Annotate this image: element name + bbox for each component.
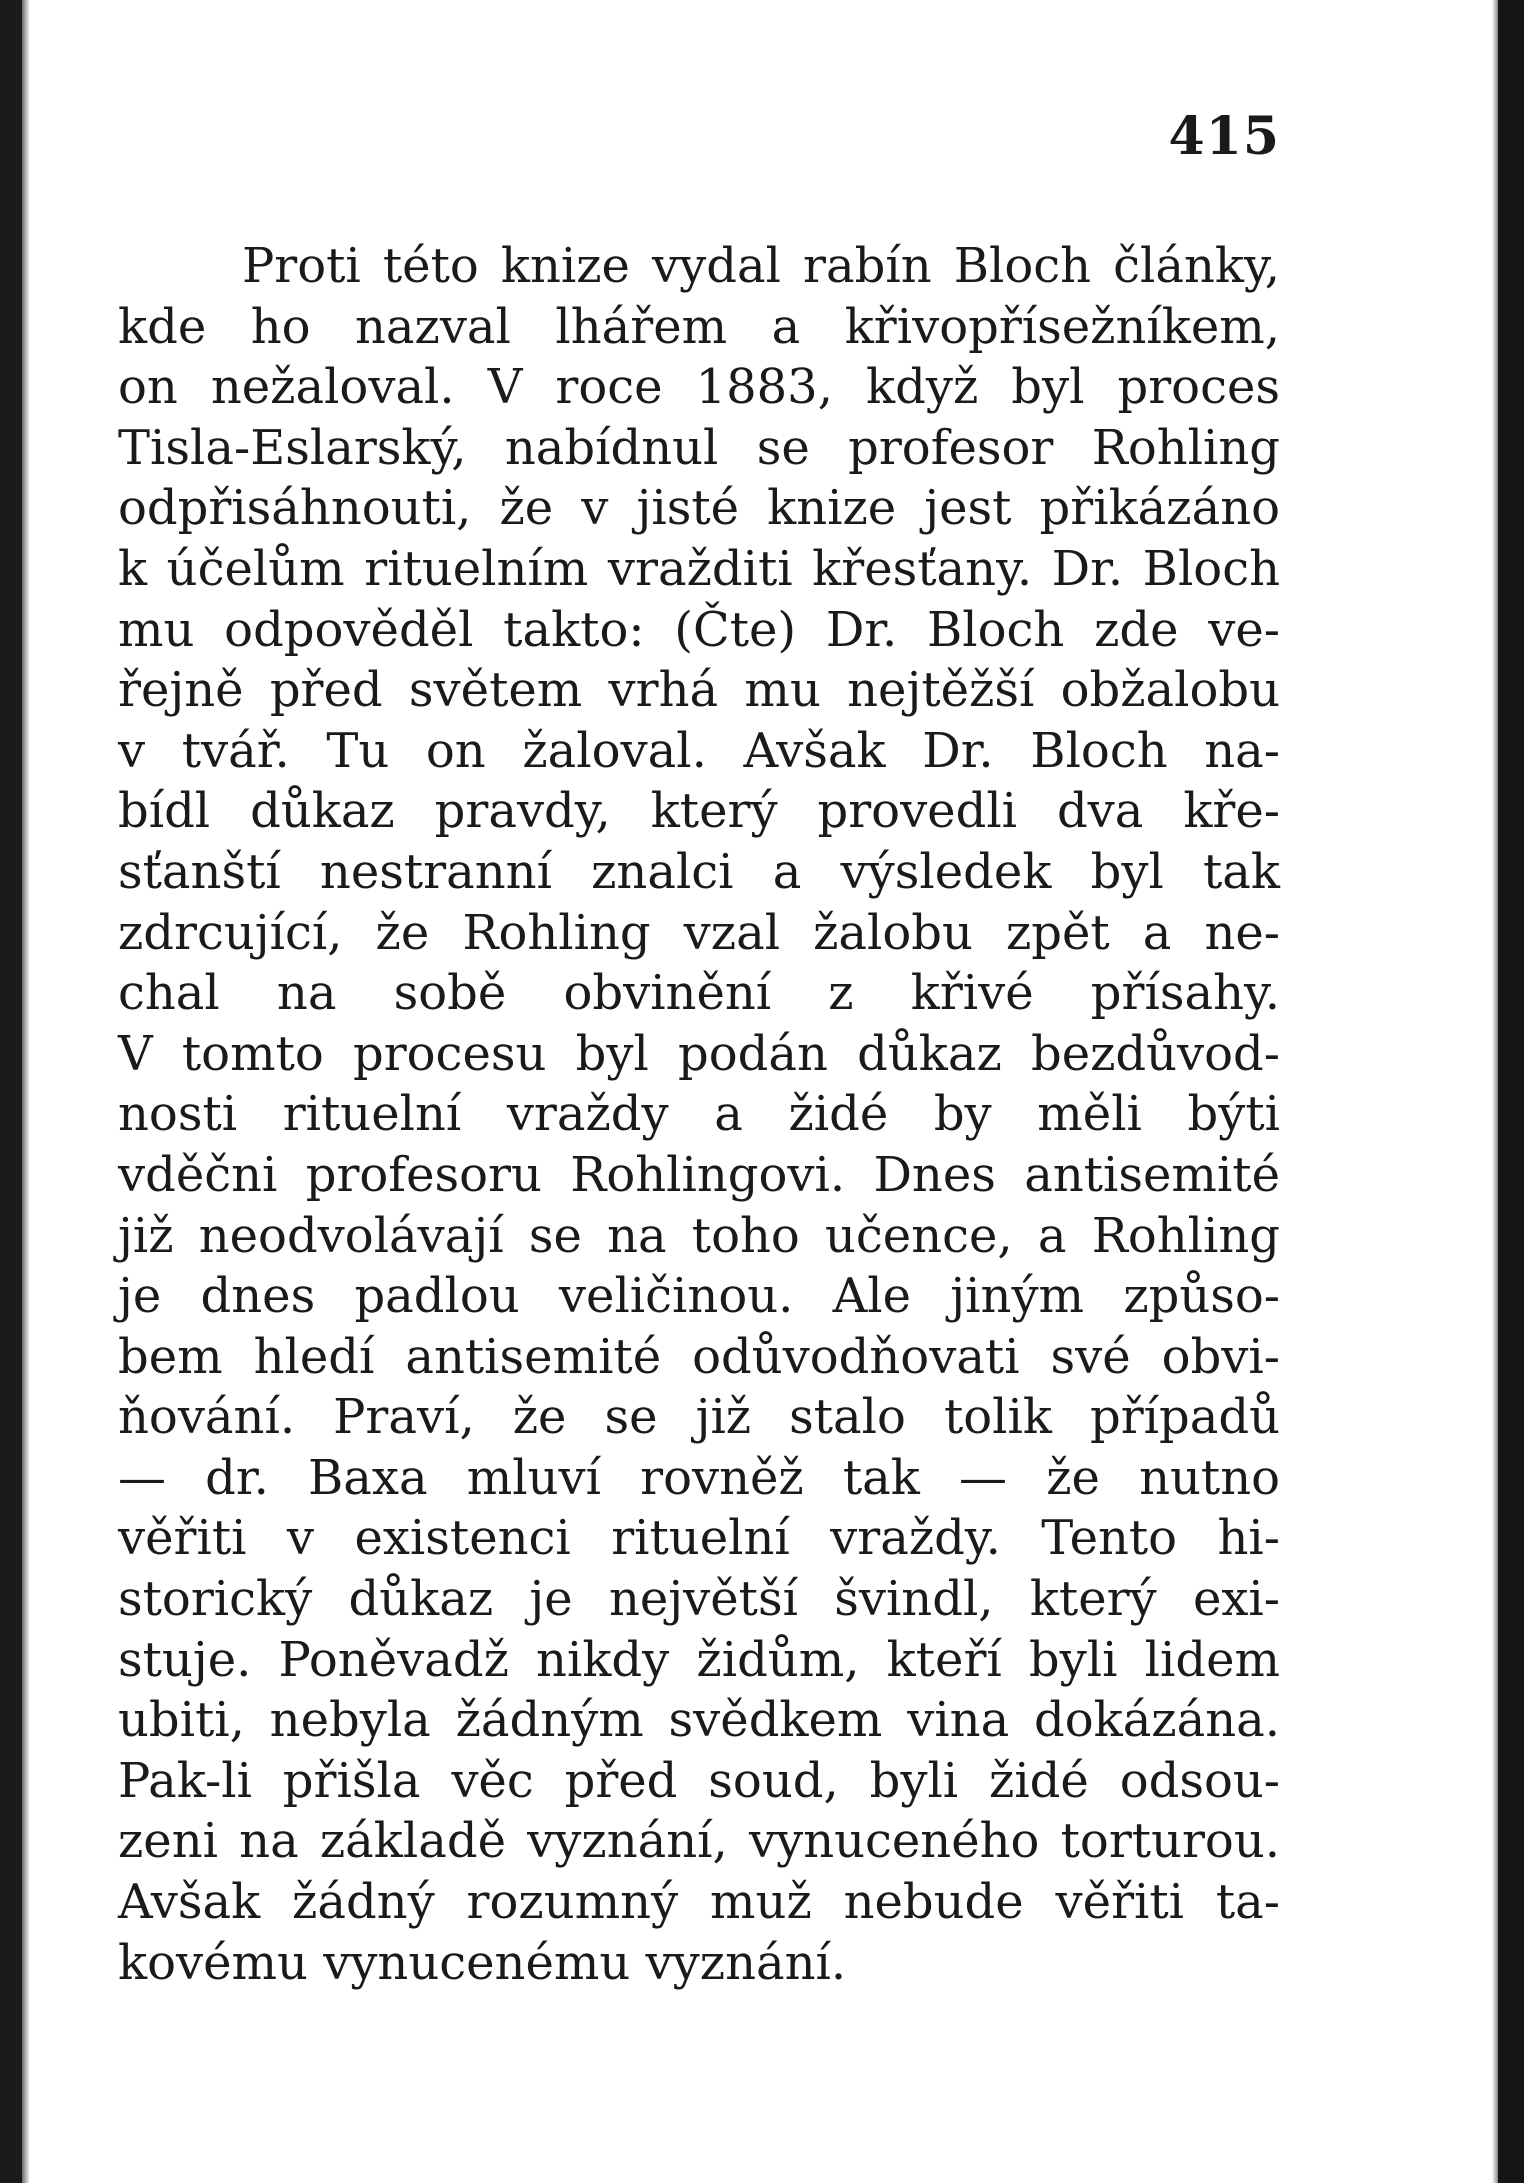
text-line: řejně před světem vrhá mu nejtěžší obžalobu [118,662,1280,719]
scan-border-right [1498,0,1524,2183]
text-line: storický důkaz je největší švindl, který exi- [118,1571,1280,1628]
scan-border-left [0,0,22,2183]
text-line: ubiti, nebyla žádným svědkem vina dokázána. [118,1692,1280,1749]
text-line: sťanští nestranní znalci a výsledek byl tak [118,843,1280,900]
text-line: v tvář. Tu on žaloval. Avšak Dr. Bloch na- [118,722,1280,779]
text-line: vděčni profesoru Rohlingovi. Dnes antisemité [118,1146,1280,1203]
text-line: Tisla-Eslarský, nabídnul se profesor Rohling [118,419,1280,476]
text-line: věřiti v existenci rituelní vraždy. Tento hi- [118,1510,1280,1567]
text-line: bem hledí antisemité odůvodňovati své obvi- [118,1328,1280,1385]
scan-shadow-left [22,0,30,2183]
text-line: k účelům rituelním vražditi křesťany. Dr. Bloch [118,540,1280,597]
text-line: ňování. Praví, že se již stalo tolik případů [118,1389,1280,1446]
text-line: zdrcující, že Rohling vzal žalobu zpět a ne- [118,904,1280,961]
scan-shadow-right [1492,0,1498,2183]
text-line: kovému vynucenému vyznání. [118,1934,847,1991]
text-line: — dr. Baxa mluví rovněž tak — že nutno [118,1449,1280,1506]
text-line: Avšak žádný rozumný muž nebude věřiti ta- [118,1874,1280,1931]
page-number: 415 [1168,106,1280,167]
text-line: nosti rituelní vraždy a židé by měli býti [118,1086,1280,1143]
text-line: chal na sobě obvinění z křivé přísahy. [118,965,1280,1022]
body-text [118,236,1280,1993]
text-line: odpřisáhnouti, že v jisté knize jest přikázáno [118,480,1280,537]
text-line: V tomto procesu byl podán důkaz bezdůvod- [118,1025,1280,1082]
text-line: bídl důkaz pravdy, který provedli dva kře- [118,783,1280,840]
text-line: kde ho nazval lhářem a křivopřísežníkem, [118,298,1280,355]
text-line: Proti této knize vydal rabín Bloch články, [242,238,1280,294]
text-line: on nežaloval. V roce 1883, když byl proces [118,359,1280,416]
text-line: mu odpověděl takto: (Čte) Dr. Bloch zde ve- [118,601,1280,658]
text-line: Pak-li přišla věc před soud, byli židé odsou- [118,1752,1280,1809]
text-line: již neodvolávají se na toho učence, a Rohling [118,1207,1280,1264]
text-line: stuje. Poněvadž nikdy židům, kteří byli lidem [118,1631,1280,1688]
text-line: zeni na základě vyznání, vynuceného torturou. [118,1813,1280,1870]
text-line: je dnes padlou veličinou. Ale jiným způso- [118,1268,1280,1325]
